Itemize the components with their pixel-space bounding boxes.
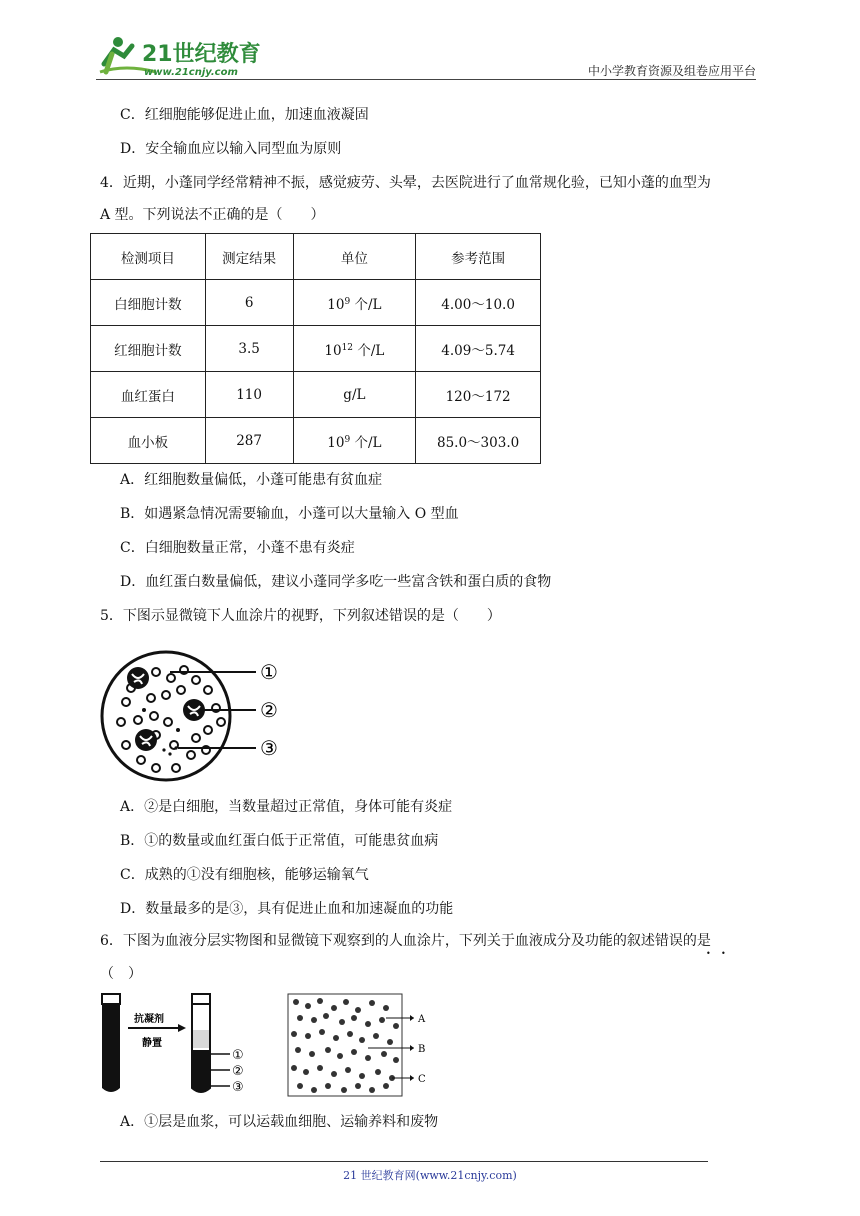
footer-text: 21 世纪教育网(www.21cnjy.com) bbox=[343, 1169, 517, 1182]
q3-option-c: C．红细胞能够促进止血，加速血液凝固 bbox=[120, 107, 369, 123]
table-row bbox=[91, 418, 541, 464]
q5-option-b: B．①的数量或血红蛋白低于正常值，可能患贫血病 bbox=[120, 833, 439, 849]
table-cell-range: 4.00～10.0 bbox=[416, 280, 541, 326]
table-header: 测定结果 bbox=[205, 234, 293, 280]
table-cell-unit: $10^{12}$ 个/L bbox=[293, 326, 416, 372]
q5-option-c: C．成熟的①没有细胞核，能够运输氧气 bbox=[120, 867, 369, 883]
table-row bbox=[91, 326, 541, 372]
table-cell-item: 白细胞计数 bbox=[91, 280, 206, 326]
table-header: 单位 bbox=[293, 234, 416, 280]
q5-stem: 5．下图示显微镜下人血涂片的视野，下列叙述错误的是（ ） bbox=[100, 608, 501, 624]
arrow-label-anticoagulant: 抗凝剂 bbox=[134, 1014, 164, 1025]
table-header: 参考范围 bbox=[416, 234, 541, 280]
arrow-label-stand: 静置 bbox=[142, 1038, 162, 1049]
tube-label-3: ③ bbox=[232, 1080, 244, 1095]
header-divider bbox=[96, 79, 756, 80]
tube-label-2: ② bbox=[232, 1064, 244, 1079]
fig5-label-3: ③ bbox=[260, 736, 278, 760]
emphasis-dot: • bbox=[721, 949, 726, 958]
header-slogan: 中小学教育资源及组卷应用平台 bbox=[587, 64, 756, 78]
tube-label-1: ① bbox=[232, 1048, 244, 1063]
q6-stem-line2: （ ） bbox=[100, 966, 142, 982]
footer-divider bbox=[100, 1161, 708, 1162]
logo-text: 21世纪教育 bbox=[142, 42, 261, 67]
q6-option-a: A．①层是血浆，可以运载血细胞、运输养料和废物 bbox=[120, 1114, 439, 1130]
table-cell-unit: $10^9$ 个/L bbox=[293, 418, 416, 464]
site-logo bbox=[96, 34, 266, 78]
table-row bbox=[91, 372, 541, 418]
smear-label-c: C bbox=[418, 1074, 426, 1085]
table-cell-range: 4.09～5.74 bbox=[416, 326, 541, 372]
table-cell-unit: $10^9$ 个/L bbox=[293, 280, 416, 326]
fig5-label-2: ② bbox=[260, 698, 278, 722]
smear-label-b: B bbox=[418, 1044, 426, 1055]
blood-layer-figure-6 bbox=[96, 992, 436, 1098]
smear-label-a: A bbox=[418, 1014, 426, 1025]
fig5-label-1: ① bbox=[260, 660, 278, 684]
q6-stem-line1: 6．下图为血液分层实物图和显微镜下观察到的人血涂片，下列关于血液成分及功能的叙述错误的是 bbox=[100, 933, 711, 949]
table-cell-result: 6 bbox=[205, 280, 293, 326]
table-cell-result: 287 bbox=[205, 418, 293, 464]
table-cell-result: 110 bbox=[205, 372, 293, 418]
q5-option-a: A．②是白细胞，当数量超过正常值，身体可能有炎症 bbox=[120, 799, 453, 815]
q4-option-b: B．如遇紧急情况需要输血，小蓬可以大量输入 O 型血 bbox=[120, 506, 459, 522]
table-cell-range: 85.0～303.0 bbox=[416, 418, 541, 464]
q5-option-d: D．数量最多的是③，具有促进止血和加速凝血的功能 bbox=[120, 901, 454, 917]
q4-option-c: C．白细胞数量正常，小蓬不患有炎症 bbox=[120, 540, 355, 556]
q4-stem-line1: 4．近期，小蓬同学经常精神不振，感觉疲劳、头晕，去医院进行了血常规化验，已知小蓬的血型为 bbox=[100, 175, 711, 191]
table-row bbox=[91, 280, 541, 326]
blood-smear-figure-5 bbox=[96, 650, 296, 782]
table-cell-range: 120～172 bbox=[416, 372, 541, 418]
table-cell-result: 3.5 bbox=[205, 326, 293, 372]
logo-url: www.21cnjy.com bbox=[144, 67, 238, 78]
q4-option-d: D．血红蛋白数量偏低，建议小蓬同学多吃一些富含铁和蛋白质的食物 bbox=[120, 574, 552, 590]
q4-stem-line2: A 型。下列说法不正确的是（ ） bbox=[100, 207, 325, 223]
table-header-row bbox=[91, 234, 541, 280]
blood-test-table bbox=[90, 233, 541, 464]
table-cell-item: 红细胞计数 bbox=[91, 326, 206, 372]
table-cell-item: 血小板 bbox=[91, 418, 206, 464]
table-cell-unit: g/L bbox=[293, 372, 416, 418]
q4-option-a: A．红细胞数量偏低，小蓬可能患有贫血症 bbox=[120, 472, 383, 488]
table-cell-item: 血红蛋白 bbox=[91, 372, 206, 418]
q3-option-d: D．安全输血应以输入同型血为原则 bbox=[120, 141, 342, 157]
table-header: 检测项目 bbox=[91, 234, 206, 280]
emphasis-dot: • bbox=[706, 949, 711, 958]
